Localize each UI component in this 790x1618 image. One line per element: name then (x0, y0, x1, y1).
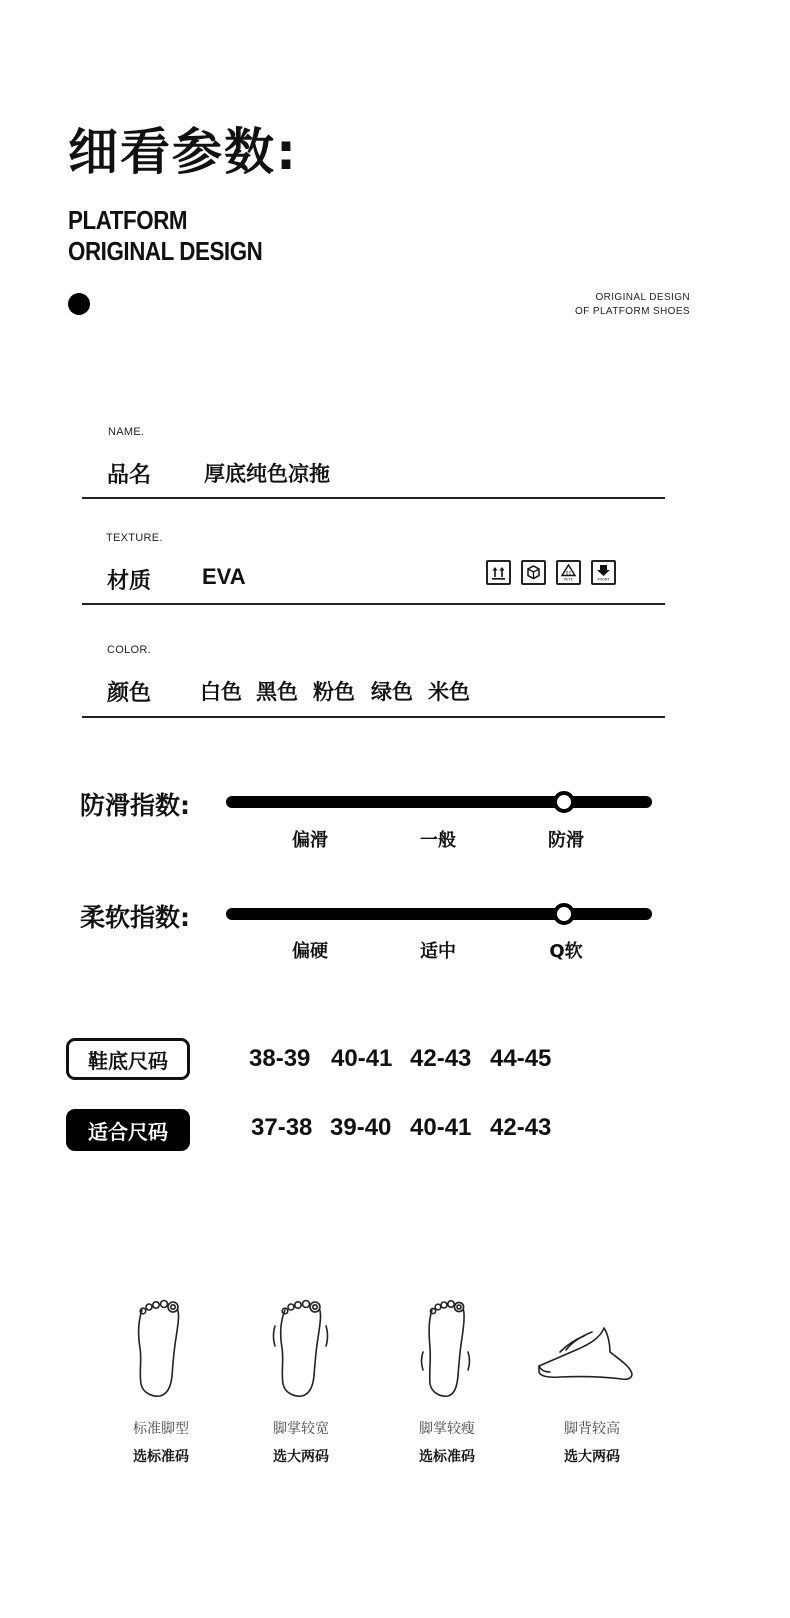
foot-caption-2: 脚掌较宽 (273, 1421, 329, 1437)
antislip-tick-3: 防滑 (548, 830, 584, 851)
color-value-green: 绿色 (371, 680, 413, 704)
this-way-up-icon (486, 560, 511, 585)
softness-index-label: 柔软指数: (80, 903, 190, 932)
fit-size-1: 37-38 (251, 1114, 313, 1141)
divider-name (82, 497, 665, 499)
antislip-level-knob (553, 791, 575, 813)
softness-level-knob (553, 903, 575, 925)
sole-size-1: 38-39 (249, 1045, 311, 1072)
sole-size-2: 40-41 (331, 1045, 393, 1072)
antislip-tick-1: 偏滑 (292, 830, 328, 851)
foot-advice-4: 选大两码 (564, 1449, 620, 1465)
recycle-number: 01 (565, 571, 572, 577)
color-value-black: 黑色 (256, 680, 298, 704)
color-value-pink: 粉色 (313, 680, 355, 704)
texture-label: 材质 (107, 569, 152, 594)
wide-foot-icon (272, 1296, 334, 1404)
brand-line-1: PLATFORM (68, 205, 188, 235)
foot-advice-1: 选标准码 (133, 1449, 189, 1465)
texture-value: EVA (202, 564, 246, 589)
pete-text: PETE (564, 577, 573, 582)
fit-size-4: 42-43 (490, 1114, 552, 1141)
page-title: 细看参数: (68, 123, 298, 181)
color-sub-label: COLOR. (107, 644, 151, 656)
sole-size-3: 42-43 (410, 1045, 472, 1072)
recycle-pete-icon (556, 560, 581, 585)
brand-line-2: ORIGINAL DESIGN (68, 236, 263, 266)
fit-size-3: 40-41 (410, 1114, 472, 1141)
high-instep-foot-icon (536, 1320, 636, 1388)
narrow-foot-icon (418, 1296, 480, 1404)
color-label: 颜色 (107, 681, 152, 706)
foot-caption-4: 脚背较高 (564, 1421, 620, 1437)
packaging-icons (486, 560, 616, 585)
softness-tick-3: Q软 (549, 941, 583, 962)
foot-caption-1: 标准脚型 (133, 1421, 189, 1437)
color-value-white: 白色 (200, 680, 242, 704)
color-value-beige: 米色 (428, 680, 470, 704)
front-arrow-icon (591, 560, 616, 585)
name-value: 厚底纯色凉拖 (204, 462, 330, 486)
divider-texture (82, 603, 665, 605)
fit-size-2: 39-40 (330, 1114, 392, 1141)
softness-track (226, 908, 652, 920)
foot-advice-3: 选标准码 (419, 1449, 475, 1465)
antislip-tick-2: 一般 (420, 830, 456, 851)
name-sub-label: NAME. (108, 426, 145, 438)
texture-sub-label: TEXTURE. (106, 532, 163, 544)
fit-size-badge: 适合尺码 (66, 1109, 190, 1151)
softness-tick-1: 偏硬 (292, 941, 328, 962)
divider-color (82, 716, 665, 718)
foot-caption-3: 脚掌较瘦 (419, 1421, 475, 1437)
tagline-1: ORIGINAL DESIGN (595, 292, 690, 303)
name-label: 品名 (107, 463, 152, 488)
bullet-dot (68, 293, 90, 315)
sole-size-4: 44-45 (490, 1045, 552, 1072)
tagline-2: OF PLATFORM SHOES (575, 306, 690, 317)
sole-size-badge: 鞋底尺码 (66, 1038, 190, 1080)
foot-advice-2: 选大两码 (273, 1449, 329, 1465)
antislip-index-label: 防滑指数: (80, 791, 190, 820)
standard-foot-icon (130, 1296, 192, 1404)
softness-tick-2: 适中 (420, 941, 456, 962)
antislip-track (226, 796, 652, 808)
front-text: FRONT (597, 577, 610, 582)
fragile-box-icon (521, 560, 546, 585)
